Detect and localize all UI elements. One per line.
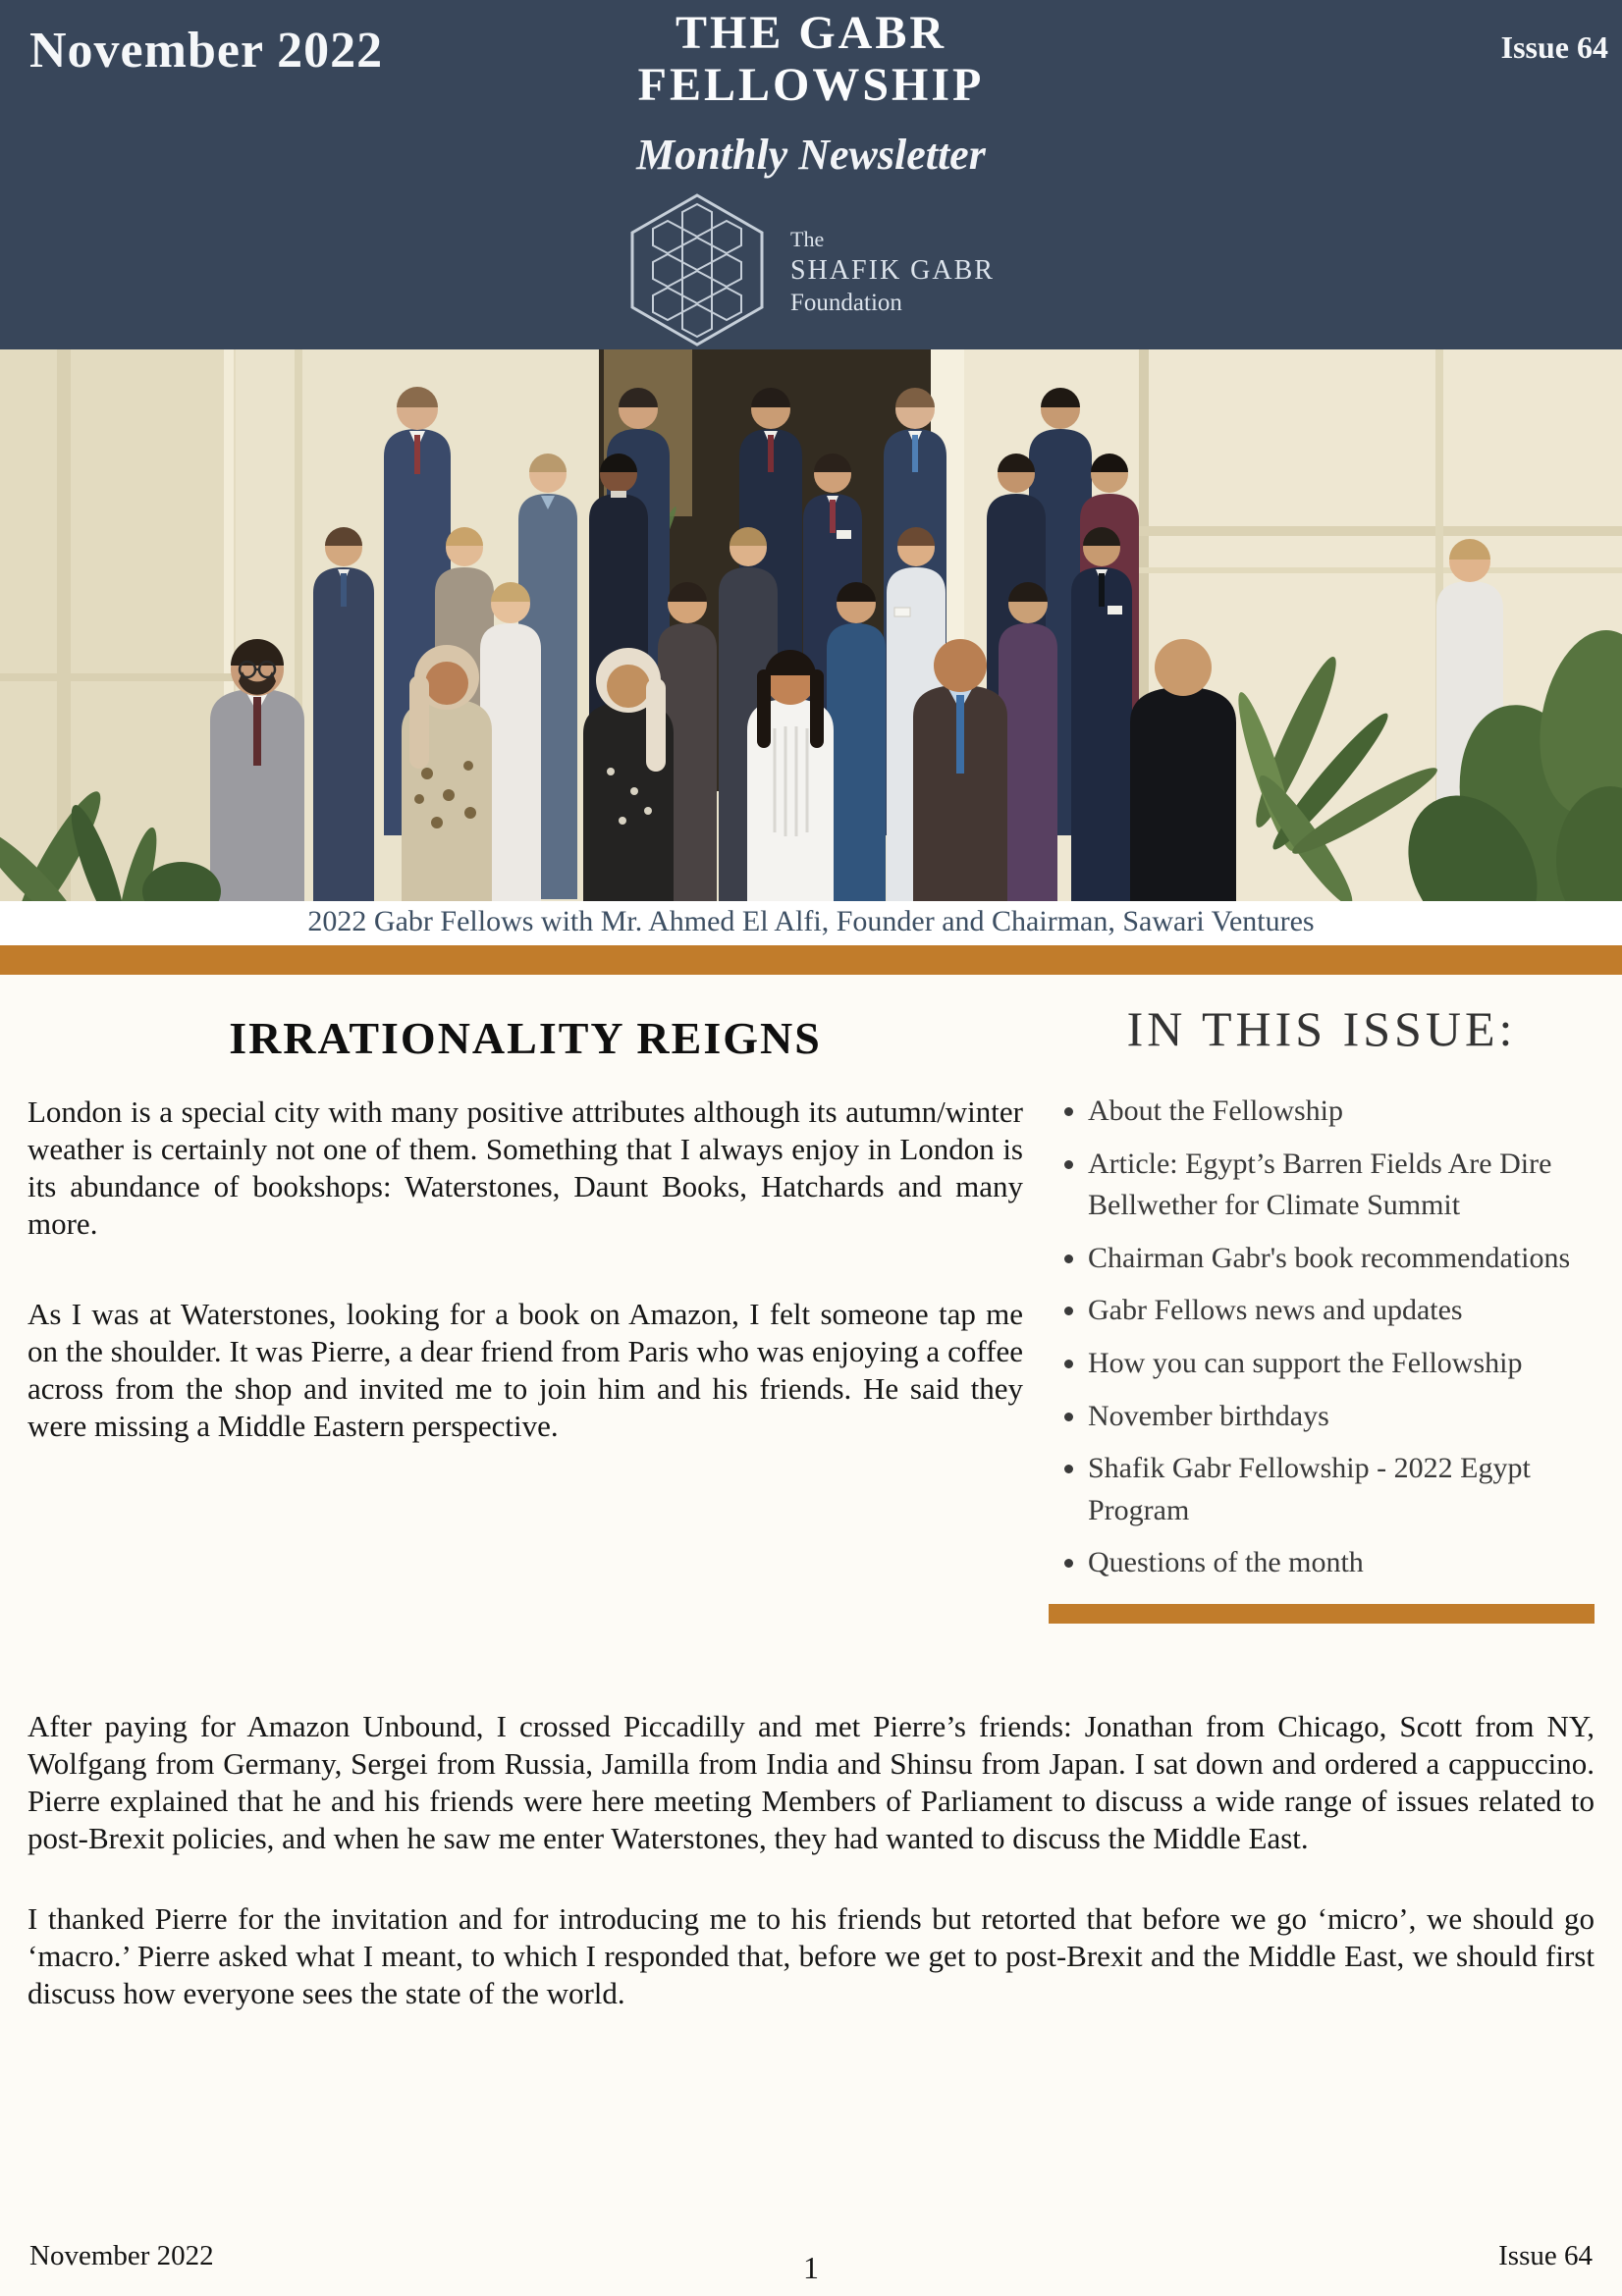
orange-divider-sidebar — [1049, 1604, 1595, 1624]
article-column — [27, 975, 1023, 1624]
issue-topics-list — [1049, 1091, 1595, 1584]
foundation-logo-text — [790, 226, 995, 318]
masthead-center — [0, 0, 1622, 353]
footer-issue: Issue 64 — [1498, 2240, 1593, 2271]
issue-topic-7: • Shafik Gabr Fellowship - 2022 Egypt Program — [1088, 1448, 1595, 1531]
photo-caption: 2022 Gabr Fellows with Mr. Ahmed El Alfi, Founder and Chairman, Sawari Ventures — [0, 901, 1622, 945]
orange-divider-top — [0, 945, 1622, 975]
page-content — [0, 975, 1622, 2012]
issue-topic-6: • November birthdays — [1088, 1396, 1595, 1438]
in-this-issue-heading: IN THIS ISSUE: — [1126, 1001, 1517, 1056]
article-paragraph-1: London is a special city with many positive attributes although its autumn/winter weather is certainly not one of them. Something that I always enjoy in London is its abundance of bookshops: Waterstones, Daunt Books, Hatchards and many more. — [27, 1095, 1023, 1241]
issue-topic-5: • How you can support the Fellowship — [1088, 1343, 1595, 1385]
issue-topic-2: • Article: Egypt’s Barren Fields Are Dire Bellwether for Climate Summit — [1088, 1144, 1595, 1227]
footer-page-number: 1 — [803, 2250, 819, 2285]
footer-date: November 2022 — [29, 2240, 214, 2271]
masthead — [0, 0, 1622, 349]
issue-topic-8: • Questions of the month — [1088, 1542, 1595, 1584]
newsletter-subtitle: Monthly Newsletter — [636, 130, 986, 179]
newsletter-title-line1: THE GABR — [675, 7, 947, 59]
newsletter-title-line2: FELLOWSHIP — [637, 58, 985, 111]
issue-topic-4: • Gabr Fellows news and updates — [1088, 1290, 1595, 1332]
issue-topic-1: • About the Fellowship — [1088, 1091, 1595, 1133]
logo-text-foundation: Foundation — [790, 289, 902, 316]
in-this-issue-panel — [1049, 975, 1595, 1624]
article-paragraph-2: As I was at Waterstones, looking for a book on Amazon, I felt someone tap me on the shoulder. It was Pierre, a dear friend from Paris who was enjoying a coffee across from the shop and invited me to join him and his friends. He said they were missing a Middle Eastern perspective. — [27, 1297, 1023, 1443]
page-footer — [29, 2240, 1593, 2285]
foundation-logo — [0, 191, 1622, 353]
logo-text-shafik-gabr: SHAFIK GABR — [790, 254, 995, 286]
masthead-issue-number: Issue 64 — [1500, 29, 1608, 65]
article-paragraph-3: After paying for Amazon Unbound, I crossed Piccadilly and met Pierre’s friends: Jonathan from Chicago, Scott from NY, Wolfgang from Germany, Sergei from Russia, Jamilla from India and Shinsu from Japan. I sat down and ordered a cappuccino. Pierre explained that he and his friends were here meeting Members of Parliament to discuss a wide range of issues related to post-Brexit policies, and when he saw me enter Waterstones, they had wanted to discuss the Middle East. — [27, 1708, 1595, 1855]
article-title: IRRATIONALITY REIGNS — [229, 1013, 822, 1063]
group-photo — [0, 349, 1622, 901]
hexagon-pattern-icon — [627, 191, 767, 353]
masthead-date: November 2022 — [29, 23, 384, 79]
logo-text-the: The — [790, 227, 825, 252]
article-paragraph-4: I thanked Pierre for the invitation and for introducing me to his friends but retorted that before we go ‘micro’, we should go ‘macro.’ Pierre asked what I meant, to which I responded that, before we get to post-Brexit and the Middle East, we should first discuss how everyone sees the state of the world. — [27, 1900, 1595, 2010]
issue-topic-3: • Chairman Gabr's book recommendations — [1088, 1238, 1595, 1280]
newsletter-title — [0, 8, 1622, 112]
